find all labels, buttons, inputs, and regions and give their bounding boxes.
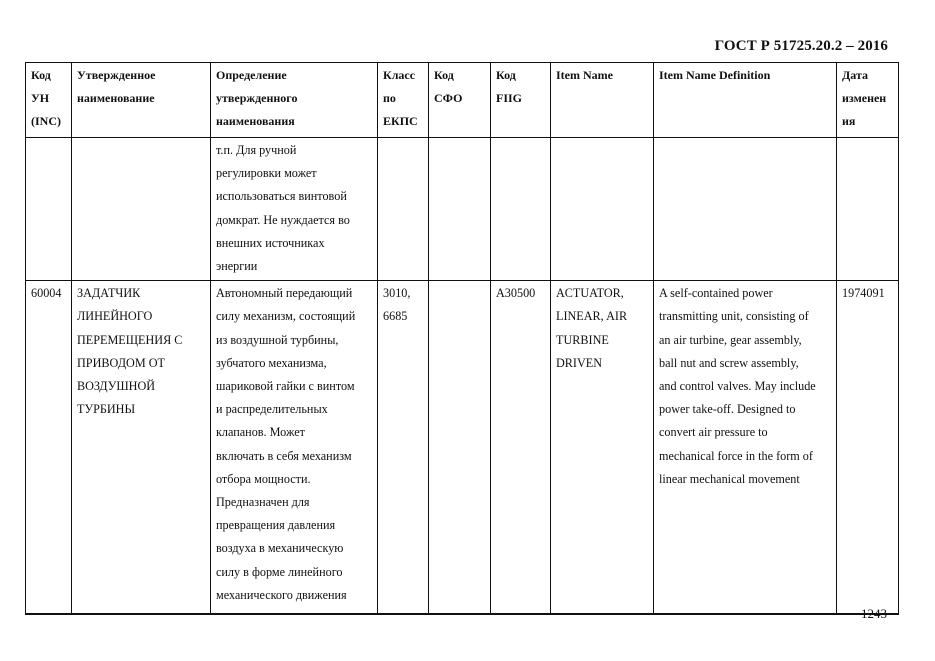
cell-item-name: ACTUATOR, LINEAR, AIR TURBINE DRIVEN (551, 281, 654, 615)
header-fiig: Код FIIG (491, 63, 551, 138)
cell-fiig: A30500 (491, 281, 551, 615)
header-item-name: Item Name (551, 63, 654, 138)
cell-sfo (429, 281, 491, 615)
page-number: 1243 (861, 606, 887, 621)
cell-code (26, 138, 72, 281)
header-definition: Определение утвержденного наименования (211, 63, 378, 138)
cell-item-name (551, 138, 654, 281)
table-header-row (26, 63, 899, 138)
header-sfo: Код СФО (429, 63, 491, 138)
header-code: Код УН (INC) (26, 63, 72, 138)
header-date: Дата изменен ия (837, 63, 899, 138)
cell-item-name-definition: A self-contained power transmitting unit, consisting of an air turbine, gear assembly, ball nut and screw assembly, and control valves. May include power take-off. Designed to convert air pressure to mechanical force in the form of linear mechanical movement (654, 281, 837, 615)
cell-item-name-definition (654, 138, 837, 281)
cell-fiig (491, 138, 551, 281)
header-name: Утвержденное наименование (72, 63, 211, 138)
gost-table (25, 62, 899, 615)
cell-definition: т.п. Для ручной регулировки может использоваться винтовой домкрат. Не нуждается во внешних источниках энергии (211, 138, 378, 281)
cell-date: 1974091 (837, 281, 899, 615)
document-standard-number: ГОСТ Р 51725.20.2 – 2016 (714, 38, 888, 54)
header-item-name-definition: Item Name Definition (654, 63, 837, 138)
cell-class: 3010, 6685 (378, 281, 429, 615)
cell-class (378, 138, 429, 281)
header-class: Класс по ЕКПС (378, 63, 429, 138)
table-row (26, 281, 899, 615)
cell-sfo (429, 138, 491, 281)
cell-code: 60004 (26, 281, 72, 615)
cell-name: ЗАДАТЧИК ЛИНЕЙНОГО ПЕРЕМЕЩЕНИЯ С ПРИВОДОМ ОТ ВОЗДУШНОЙ ТУРБИНЫ (72, 281, 211, 615)
cell-name (72, 138, 211, 281)
cell-date (837, 138, 899, 281)
table-row (26, 138, 899, 281)
cell-definition: Автономный передающий силу механизм, состоящий из воздушной турбины, зубчатого механизма, шариковой гайки с винтом и распределительных клапанов. Может включать в себя механизм отбора мощности. Предназначен для превращения давления воздуха в механическую силу в форме линейного механического движения (211, 281, 378, 615)
